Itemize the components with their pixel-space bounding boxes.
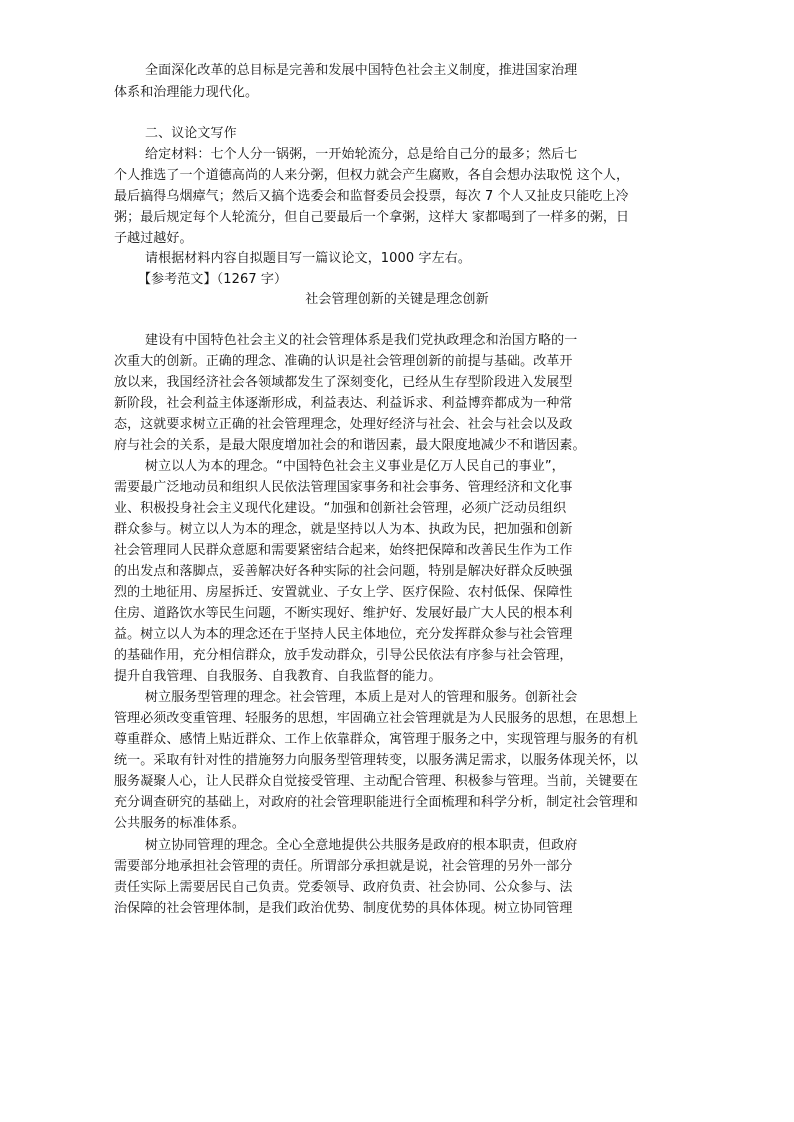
material-line-5: 子越过越好。 [114,231,193,246]
essay-p3-line-3: 尊重群众、感情上贴近群众、工作上依靠群众，寓管理于服务之中，实现管理与服务的有机 [114,732,639,747]
essay-p1-line-1: 建设有中国特色社会主义的社会管理体系是我们党执政理念和治国方略的一 [145,333,578,348]
essay-p1-line-5: 态，这就要求树立正确的社会管理理念，处理好经济与社会、社会与社会以及政 [114,417,573,432]
essay-p3-line-5: 服务凝聚人心，让人民群众自觉接受管理、主动配合管理、积极参与管理。当前，关键要在 [114,774,639,789]
essay-p2-line-8: 住房、道路饮水等民生问题，不断实现好、维护好、发展好最广大人民的根本利 [114,606,573,621]
essay-p2-line-5: 社会管理同人民群众意愿和需要紧密结合起来，始终把保障和改善民生作为工作 [114,543,573,558]
intro-line-1: 全面深化改革的总目标是完善和发展中国特色社会主义制度，推进国家治理 [145,63,578,78]
material-line-2: 个人推选了一个道德高尚的人来分粥，但权力就会产生腐败，各自会想办法取悦 这个人， [114,168,630,183]
essay-p2-line-2: 需要最广泛地动员和组织人民依法管理国家事务和社会事务、管理经济和文化事 [114,480,573,495]
essay-p2-line-1: 树立以人为本的理念。“中国特色社会主义事业是亿万人民自己的事业”， [145,459,565,474]
material-line-4: 粥；最后规定每个人轮流分，但自己要最后一个拿粥，这样大 家都喝到了一样多的粥，日 [114,210,630,225]
essay-p2-line-6: 的出发点和落脚点，妥善解决好各种实际的社会问题，特别是解决好群众反映强 [114,564,573,579]
intro-line-2: 体系和治理能力现代化。 [114,85,259,100]
essay-p3-line-4: 统一。采取有针对性的措施努力向服务型管理转变，以服务满足需求，以服务体现关怀，以 [114,753,639,768]
essay-p3-line-7: 公共服务的标准体系。 [114,816,246,831]
essay-p4-line-1: 树立协同管理的理念。全心全意地提供公共服务是政府的根本职责，但政府 [145,838,578,853]
essay-p3-line-6: 充分调查研究的基础上，对政府的社会管理职能进行全面梳理和科学分析，制定社会管理和 [114,795,639,810]
writing-prompt: 请根据材料内容自拟题目写一篇议论文，1000 字左右。 [145,251,471,266]
essay-p4-line-3: 责任实际上需要居民自己负责。党委领导、政府负责、社会协同、公众参与、法 [114,880,573,895]
essay-p3-line-1: 树立服务型管理的理念。社会管理，本质上是对人的管理和服务。创新社会 [145,690,578,705]
essay-p1-line-4: 新阶段，社会利益主体逐渐形成，利益表达、利益诉求、利益博弈都成为一种常 [114,396,573,411]
material-line-3: 最后搞得乌烟瘴气；然后又搞个选委会和监督委员会投票，每次 7 个人又扯皮只能吃上冷 [114,189,629,204]
essay-p2-line-7: 烈的土地征用、房屋拆迁、安置就业、子女上学、医疗保险、农村低保、保障性 [114,585,573,600]
essay-p2-line-11: 提升自我管理、自我服务、自我教育、自我监督的能力。 [114,669,442,684]
essay-p1-line-3: 放以来，我国经济社会各领域都发生了深刻变化，已经从生存型阶段进入发展型 [114,375,573,390]
essay-p2-line-9: 益。树立以人为本的理念还在于坚持人民主体地位，充分发挥群众参与社会管理 [114,627,573,642]
material-line-1: 给定材料：七个人分一锅粥，一开始轮流分，总是给自己分的最多；然后七 [145,147,578,162]
essay-p4-line-4: 治保障的社会管理体制，是我们政治优势、制度优势的具体体现。树立协同管理 [114,901,573,916]
essay-p2-line-4: 群众参与。树立以人为本的理念，就是坚持以人为本、执政为民，把加强和创新 [114,522,573,537]
essay-p3-line-2: 管理必须改变重管理、轻服务的思想，牢固确立社会管理就是为人民服务的思想，在思想上 [114,711,639,726]
essay-p2-line-3: 业、积极投身社会主义现代化建设。“加强和创新社会管理，必须广泛动员组织 [114,501,567,516]
essay-p1-line-2: 次重大的创新。正确的理念、准确的认识是社会管理创新的前提与基础。改革开 [114,354,573,369]
essay-title: 社会管理创新的关键是理念创新 [305,292,489,307]
section-heading: 二、议论文写作 [145,126,237,141]
essay-p1-line-6: 府与社会的关系，是最大限度增加社会的和谐因素，最大限度地减少不和谐因素。 [114,438,586,453]
essay-p2-line-10: 的基础作用，充分相信群众，放手发动群众，引导公民依法有序参与社会管理， [114,648,573,663]
reference-label: 【参考范文】（1267 字） [138,272,288,287]
essay-p4-line-2: 需要部分地承担社会管理的责任。所谓部分承担就是说，社会管理的另外一部分 [114,859,573,874]
